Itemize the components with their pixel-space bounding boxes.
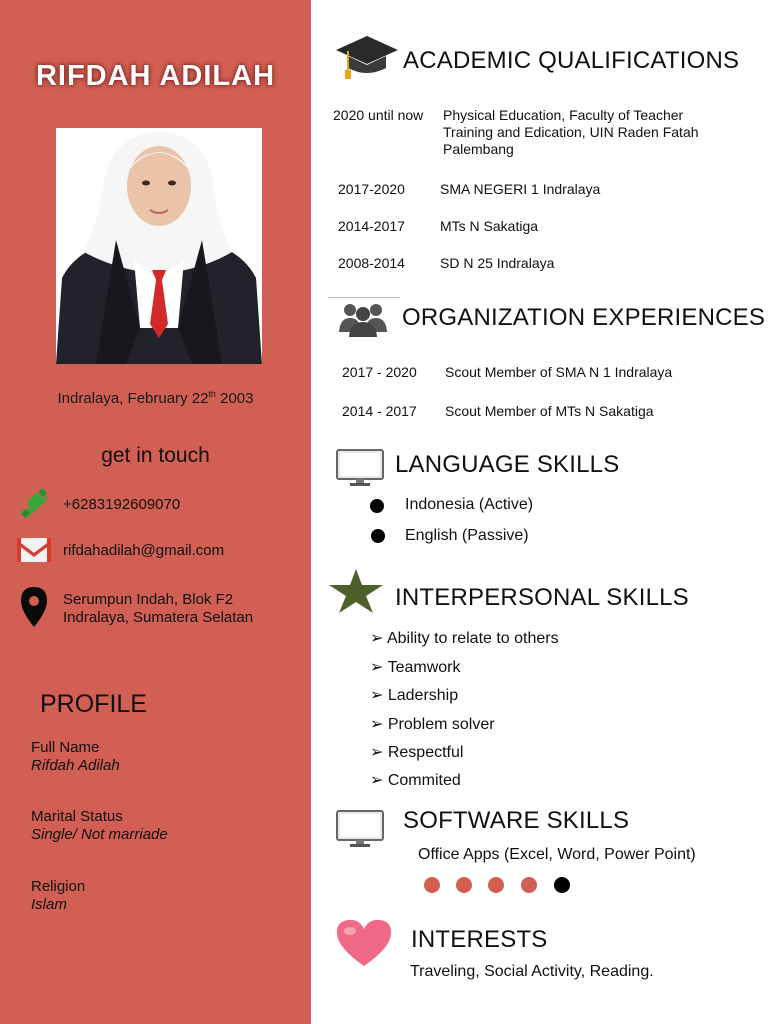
academic-year: 2008-2014 xyxy=(338,255,405,271)
interpersonal-item: ➢ Teamwork xyxy=(370,659,461,676)
address-line-2: Indralaya, Sumatera Selatan xyxy=(63,609,254,626)
rating-dot xyxy=(521,877,537,893)
address-line-1: Serumpun Indah, Blok F2 xyxy=(63,591,234,608)
academic-desc: SD N 25 Indralaya xyxy=(440,255,555,271)
academic-year: 2014-2017 xyxy=(338,218,405,234)
organization-heading: ORGANIZATION EXPERIENCES xyxy=(402,304,766,331)
software-heading: SOFTWARE SKILLS xyxy=(403,807,630,834)
language-item: English (Passive) xyxy=(405,527,529,544)
interests-text: Traveling, Social Activity, Reading. xyxy=(410,963,654,980)
language-heading: LANGUAGE SKILLS xyxy=(395,451,620,478)
marital-status-label: Marital Status xyxy=(31,808,123,825)
full-name-value: Rifdah Adilah xyxy=(31,757,120,774)
people-group-icon xyxy=(338,300,388,338)
person-name: RIFDAH ADILAH xyxy=(35,60,276,92)
academic-desc: SMA NEGERI 1 Indralaya xyxy=(440,181,601,197)
software-text: Office Apps (Excel, Word, Power Point) xyxy=(418,846,696,863)
bullet-dot xyxy=(370,499,384,513)
location-pin-icon xyxy=(18,586,50,628)
religion-field xyxy=(31,878,85,914)
academic-desc: Physical Education, Faculty of Teacher Training and Edication, UIN Raden Fatah Palembang xyxy=(443,107,699,157)
profile-heading: PROFILE xyxy=(40,690,147,718)
software-rating xyxy=(424,877,574,893)
interests-heading: INTERESTS xyxy=(411,926,548,953)
interpersonal-item: ➢ Problem solver xyxy=(370,716,495,733)
get-in-touch-heading: get in touch xyxy=(101,444,210,467)
phone-number[interactable]: +6283192609070 xyxy=(63,496,181,513)
full-name-field xyxy=(31,739,120,775)
star-icon xyxy=(328,568,384,614)
rating-dot xyxy=(456,877,472,893)
address xyxy=(63,591,253,627)
academic-year: 2017-2020 xyxy=(338,181,405,197)
rating-dot xyxy=(424,877,440,893)
religion-value: Islam xyxy=(31,896,67,913)
bullet-dot xyxy=(371,529,385,543)
birth-info: Indralaya, February 22th 2003 xyxy=(57,389,254,407)
email-address[interactable]: rifdahadilah@gmail.com xyxy=(63,542,225,559)
organization-desc: Scout Member of SMA N 1 Indralaya xyxy=(445,364,673,380)
heart-icon xyxy=(334,918,394,968)
organization-year: 2017 - 2020 xyxy=(342,364,417,380)
academic-heading: ACADEMIC QUALIFICATIONS xyxy=(403,47,740,74)
graduation-cap-icon xyxy=(334,34,400,82)
organization-year: 2014 - 2017 xyxy=(342,403,417,419)
marital-status-value: Single/ Not marriade xyxy=(31,826,168,843)
marital-status-field xyxy=(31,808,168,844)
mail-icon xyxy=(16,532,52,568)
organization-desc: Scout Member of MTs N Sakatiga xyxy=(445,403,654,419)
profile-photo xyxy=(56,128,262,364)
academic-year: 2020 until now xyxy=(333,107,424,123)
language-item: Indonesia (Active) xyxy=(405,496,534,513)
full-name-label: Full Name xyxy=(31,739,100,756)
rating-dot xyxy=(488,877,504,893)
religion-label: Religion xyxy=(31,878,86,895)
interpersonal-item: ➢ Commited xyxy=(370,772,461,789)
interpersonal-item: ➢ Respectful xyxy=(370,744,464,761)
academic-desc: MTs N Sakatiga xyxy=(440,218,539,234)
interpersonal-heading: INTERPERSONAL SKILLS xyxy=(395,584,689,611)
phone-icon xyxy=(16,487,52,523)
interpersonal-item: ➢ Ladership xyxy=(370,687,459,704)
rating-dot xyxy=(554,877,570,893)
monitor-icon xyxy=(336,449,384,487)
section-divider xyxy=(328,297,400,298)
monitor-icon xyxy=(336,810,384,848)
interpersonal-item: ➢ Ability to relate to others xyxy=(370,630,559,647)
